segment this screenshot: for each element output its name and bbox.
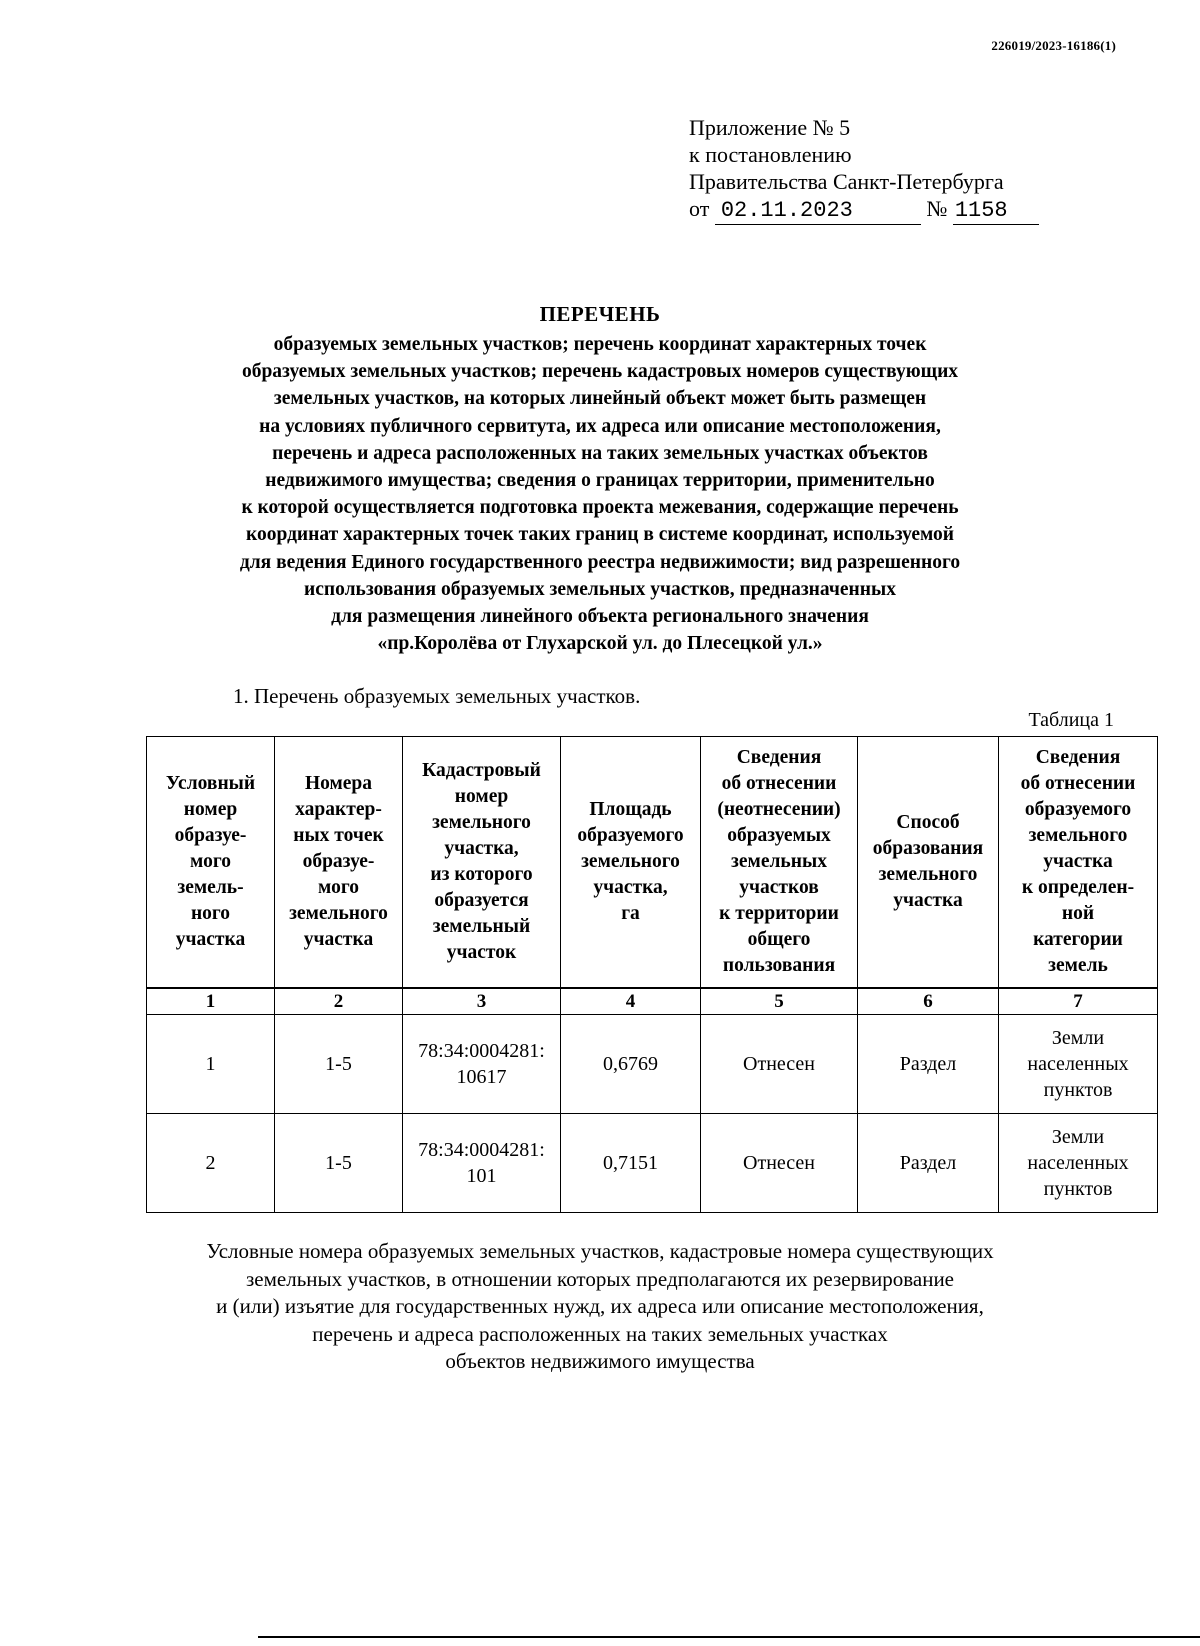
document-title: ПЕРЕЧЕНЬ — [539, 302, 661, 326]
table-label: Таблица 1 — [1028, 709, 1114, 731]
public-use-status: Отнесен — [701, 1015, 858, 1114]
appendix-line-1: Приложение № 5 — [689, 115, 851, 140]
closing-line: Условные номера образуемых земельных участков, кадастровые номера существующих — [206, 1239, 994, 1263]
point-numbers: 1-5 — [275, 1114, 403, 1213]
formation-method: Раздел — [858, 1114, 999, 1213]
subtitle-line: на условиях публичного сервитута, их адреса или описание местоположения, — [259, 415, 941, 437]
subtitle-line: недвижимого имущества; сведения о границах территории, применительно — [265, 470, 935, 492]
table-row — [147, 1015, 1158, 1114]
subtitle-line: образуемых земельных участков; перечень координат характерных точек — [273, 334, 927, 355]
column-number: 3 — [403, 988, 561, 1015]
subtitle-line: к которой осуществляется подготовка проекта межевания, содержащие перечень — [241, 497, 959, 519]
document-subtitle — [150, 331, 1050, 657]
number-prefix: № — [926, 196, 948, 221]
appendix-date-line — [689, 195, 1039, 225]
closing-line: перечень и адреса расположенных на таких земельных участках — [312, 1321, 888, 1346]
page-bottom-rule — [258, 1636, 1200, 1638]
header-cell: Сведения об отнесении образуемого земельного участка к определен- ной категории земель — [999, 737, 1158, 989]
header-cell: Способ образования земельного участка — [858, 737, 999, 989]
appendix-block — [689, 114, 1039, 225]
public-use-status: Отнесен — [701, 1114, 858, 1213]
cadastral-number: 78:34:0004281: 10617 — [403, 1015, 561, 1114]
column-number: 2 — [275, 988, 403, 1015]
subtitle-line: координат характерных точек таких границ в системе координат, используемой — [246, 524, 954, 546]
subtitle-line: образуемых земельных участков; перечень кадастровых номеров существующих — [241, 361, 959, 383]
land-category: Земли населенных пунктов — [999, 1114, 1158, 1213]
land-category: Земли населенных пунктов — [999, 1015, 1158, 1114]
column-number: 5 — [701, 988, 858, 1015]
subtitle-line: для ведения Единого государственного реестра недвижимости; вид разрешенного — [239, 551, 961, 573]
column-number: 1 — [147, 988, 275, 1015]
column-number: 6 — [858, 988, 999, 1015]
appendix-line-3: Правительства Санкт-Петербурга — [689, 169, 1004, 194]
plot-area: 0,6769 — [561, 1015, 701, 1114]
column-number: 7 — [999, 988, 1158, 1015]
subtitle-line: использования образуемых земельных участков, предназначенных — [304, 578, 896, 600]
closing-line: земельных участков, в отношении которых предполагаются их резервирование — [245, 1266, 955, 1291]
column-number: 4 — [561, 988, 701, 1015]
header-cell: Площадь образуемого земельного участка, га — [561, 737, 701, 989]
section-heading: 1. Перечень образуемых земельных участков. — [233, 684, 641, 708]
subtitle-line: для размещения линейного объекта регионального значения — [331, 606, 869, 628]
header-cell: Кадастровый номер земельного участка, из которого образуется земельный участок — [403, 737, 561, 989]
plot-area: 0,7151 — [561, 1114, 701, 1213]
header-cell: Сведения об отнесении (неотнесении) образуемых земельных участков к территории общего пользования — [701, 737, 858, 989]
point-numbers: 1-5 — [275, 1015, 403, 1114]
land-plots-table — [146, 736, 1158, 1213]
header-cell: Условный номер образуе- мого земель- ного участка — [147, 737, 275, 989]
formation-method: Раздел — [858, 1015, 999, 1114]
table-row — [147, 1114, 1158, 1213]
subtitle-line: перечень и адреса расположенных на таких земельных участках объектов — [272, 442, 928, 464]
closing-line: и (или) изъятие для государственных нужд, их адреса или описание местоположения, — [216, 1294, 984, 1318]
resolution-date: 02.11.2023 — [715, 197, 921, 225]
closing-line: объектов недвижимого имущества — [445, 1349, 755, 1373]
document-number: 226019/2023-16186(1) — [991, 38, 1116, 53]
plot-number: 2 — [147, 1114, 275, 1213]
cadastral-number: 78:34:0004281: 101 — [403, 1114, 561, 1213]
header-cell: Номера характер- ных точек образуе- мого земельного участка — [275, 737, 403, 989]
table-header-row — [147, 737, 1158, 989]
subtitle-line: «пр.Королёва от Глухарской ул. до Плесецкой ул.» — [377, 633, 823, 655]
resolution-number: 1158 — [953, 197, 1039, 225]
subtitle-line: земельных участков, на которых линейный объект может быть размещен — [273, 388, 927, 410]
column-number-row — [147, 988, 1158, 1015]
closing-heading — [150, 1238, 1050, 1376]
plot-number: 1 — [147, 1015, 275, 1114]
date-prefix: от — [689, 196, 710, 221]
appendix-line-2: к постановлению — [689, 142, 852, 167]
